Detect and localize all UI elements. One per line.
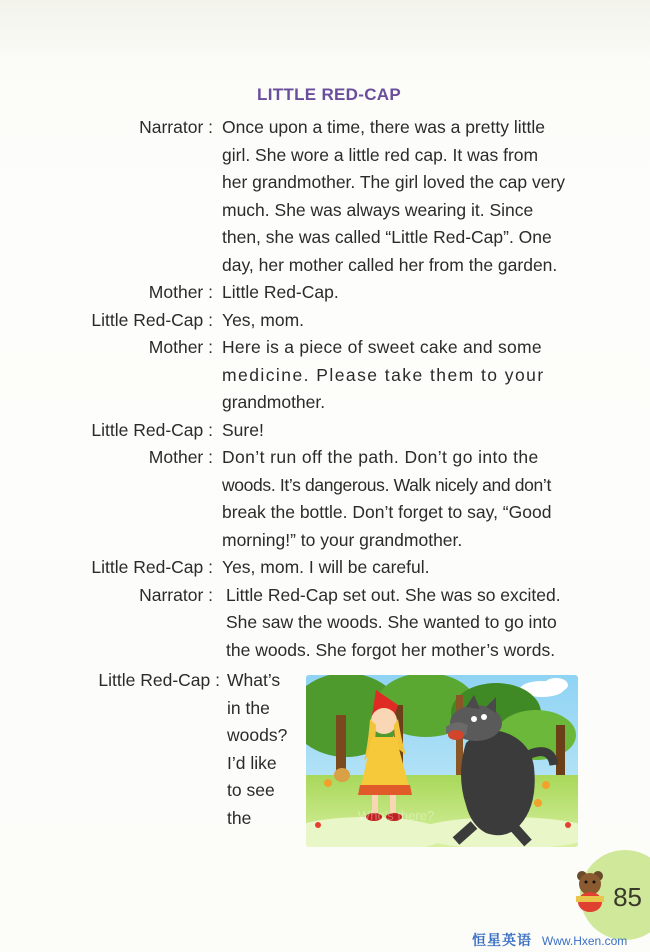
speaker-label: Little Red-Cap : xyxy=(91,419,213,440)
text-line: Little Red-Cap set out. She was so excited. xyxy=(226,584,561,605)
dialogue-row xyxy=(0,444,650,554)
text-line: Here is a piece of sweet cake and some xyxy=(222,337,542,357)
footer-url[interactable]: Www.Hxen.com xyxy=(541,934,628,948)
site-footer xyxy=(472,930,627,950)
dialogue-text xyxy=(226,582,581,665)
text-line: She saw the woods. She wanted to go into xyxy=(226,612,557,632)
dialogue-row xyxy=(0,582,650,665)
bear-mascot-icon xyxy=(570,868,610,912)
story-illustration xyxy=(306,675,578,847)
dialogue-row xyxy=(0,114,650,279)
dialogue-row xyxy=(0,334,650,417)
page-number: 85 xyxy=(613,882,642,912)
text-line: much. She was always wearing it. Since xyxy=(222,199,534,220)
text-line: girl. She wore a little red cap. It was from xyxy=(222,144,539,165)
speaker-label: Mother : xyxy=(148,447,213,467)
text-line: her grandmother. The girl loved the cap very xyxy=(222,172,566,192)
text-line: to see xyxy=(227,780,275,800)
text-line: then, she was called “Little Red-Cap”. One xyxy=(222,227,552,247)
text-line: Yes, mom. xyxy=(222,309,305,330)
dialogue-text xyxy=(222,444,577,554)
text-line: Sure! xyxy=(222,419,264,440)
text-line: the xyxy=(227,807,252,828)
speaker-label: Mother : xyxy=(148,337,213,357)
dialogue-row xyxy=(0,307,650,335)
text-line: Once upon a time, there was a pretty little xyxy=(222,117,545,137)
speaker-label: Narrator : xyxy=(139,584,213,605)
dialogue-text xyxy=(222,279,577,307)
speaker-label: Narrator : xyxy=(139,117,213,137)
text-line: in the xyxy=(227,697,270,718)
speaker-label: Little Red-Cap : xyxy=(91,557,213,577)
footer-brand: 恒星英语 xyxy=(472,932,532,948)
dialogue-row xyxy=(0,554,650,582)
text-line: I’d like xyxy=(227,752,277,773)
speaker-label: Little Red-Cap : xyxy=(91,309,213,330)
dialogue-text xyxy=(222,307,577,335)
dialogue-text xyxy=(222,554,577,582)
dialogue-text xyxy=(222,417,577,445)
text-line: woods? xyxy=(227,725,288,745)
speaker-label: Mother : xyxy=(148,282,213,302)
dialogue-text xyxy=(222,334,577,417)
woods-scene-image xyxy=(306,675,578,847)
text-line: the woods. She forgot her mother’s words. xyxy=(226,639,556,660)
text-line: woods. It’s dangerous. Walk nicely and don’t xyxy=(222,474,551,495)
dialogue-row xyxy=(0,417,650,445)
text-line: morning!” to your grandmother. xyxy=(222,529,463,550)
illustration-watermark: Who's there? xyxy=(358,808,435,823)
text-line: medicine. Please take them to your xyxy=(222,364,545,385)
story-title: LITTLE RED-CAP xyxy=(257,85,401,104)
dialogue-text xyxy=(222,114,577,279)
text-line: Yes, mom. I will be careful. xyxy=(222,557,430,577)
text-line: break the bottle. Don’t forget to say, “Good xyxy=(222,502,552,522)
text-line: Don’t run off the path. Don’t go into the xyxy=(222,447,539,467)
text-line: grandmother. xyxy=(222,392,326,412)
text-line: What’s xyxy=(227,670,281,690)
text-line: day, her mother called her from the garden. xyxy=(222,254,558,275)
dialogue-row xyxy=(0,279,650,307)
dialogue-text xyxy=(227,667,287,832)
text-line: Little Red-Cap. xyxy=(222,282,339,302)
speaker-label: Little Red-Cap : xyxy=(98,670,220,690)
